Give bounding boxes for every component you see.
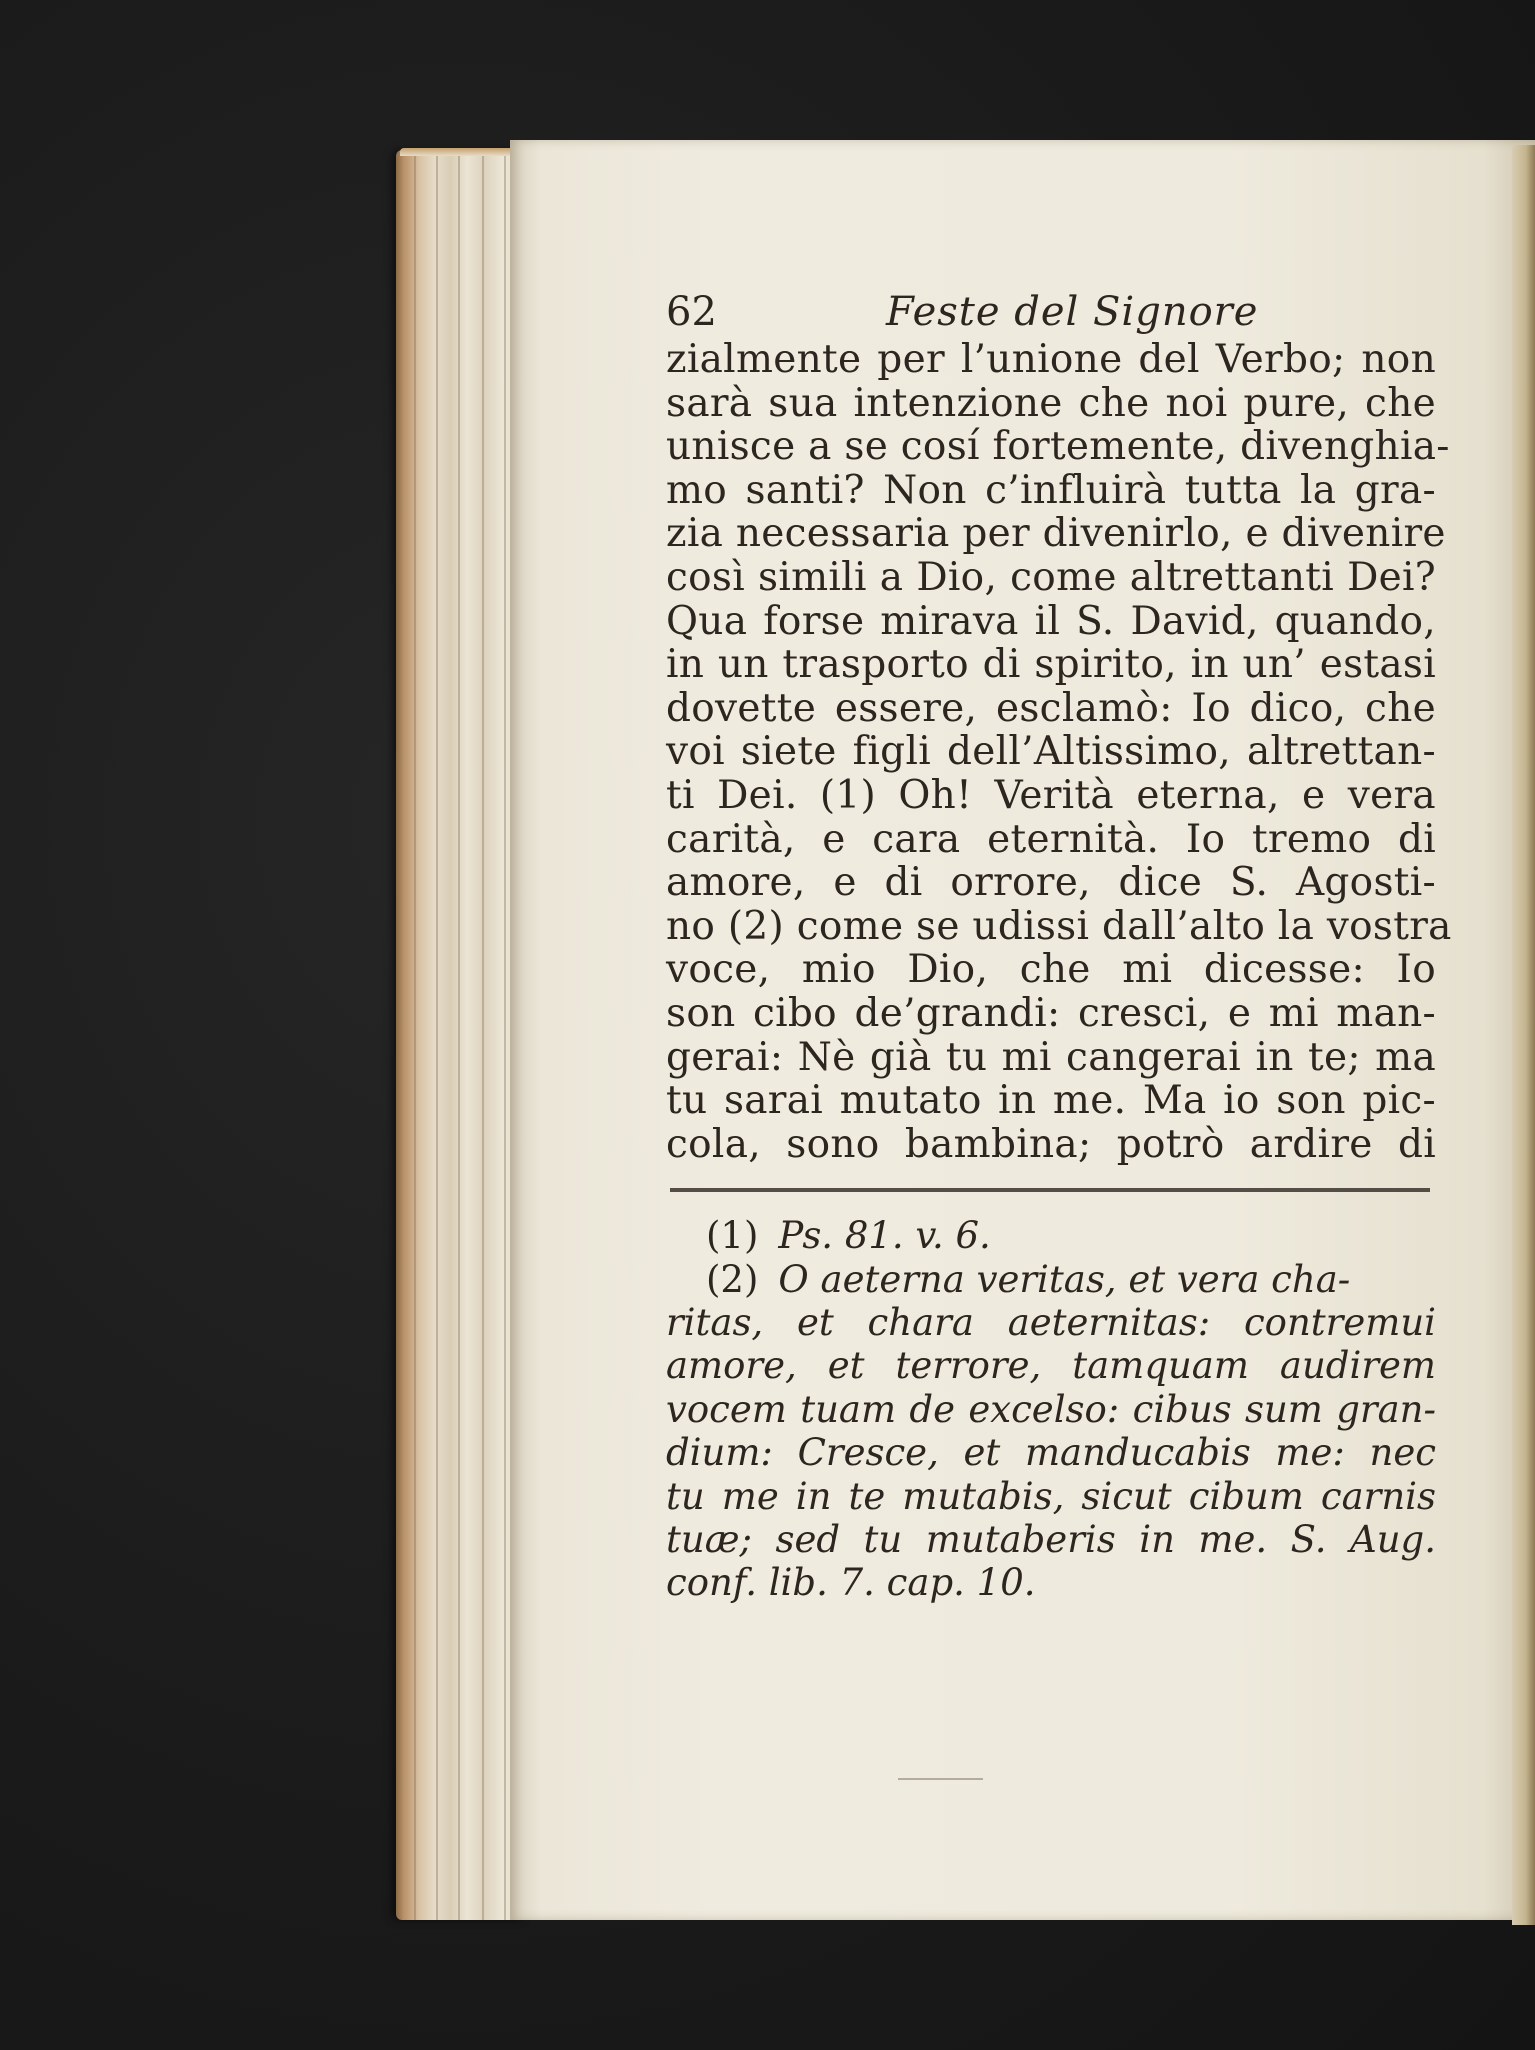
bottom-ornament	[898, 1778, 983, 1780]
footnotes	[666, 1214, 1436, 1605]
page-edge-line	[504, 150, 506, 1920]
body-line: voce, mio Dio, che mi dicesse: Io	[666, 947, 1436, 993]
footnote-line: tu me in te mutabis, sicut cibum carnis	[666, 1474, 1436, 1518]
body-line: ti Dei. (1) Oh! Verità eterna, e vera	[666, 772, 1436, 818]
body-line: mo santi? Non c’influirà tutta la gra-	[666, 467, 1436, 513]
footnote-line: vocem tuam de excelso: cibus sum gran-	[666, 1387, 1436, 1431]
body-line: in un trasporto di spirito, in un’ estasi	[666, 642, 1436, 688]
body-line: zia necessaria per divenirlo, e divenire	[666, 511, 1446, 557]
page-edge-line	[436, 150, 438, 1920]
body-line: cola, sono bambina; potrò ardire di	[666, 1121, 1436, 1167]
footnote-1	[666, 1214, 1436, 1257]
body-line: amore, e di orrore, dice S. Agosti-	[666, 860, 1436, 906]
body-line: tu sarai mutato in me. Ma io son pic-	[666, 1078, 1436, 1124]
body-line: dovette essere, esclamò: Io dico, che	[666, 685, 1436, 731]
footnote-1-number: (1)	[706, 1214, 759, 1258]
body-line: voi siete figli dell’Altissimo, altrettan-	[666, 729, 1436, 775]
footnote-2-number: (2)	[706, 1257, 759, 1301]
footnote-line: ritas, et chara aeternitas: contremui	[666, 1301, 1436, 1345]
body-line: carità, e cara eternità. Io tremo di	[666, 816, 1436, 862]
page-edge-line	[458, 150, 460, 1920]
body-text	[666, 337, 1452, 1167]
body-line: così simili a Dio, come altrettanti Dei?	[666, 554, 1436, 600]
footnote-line: dium: Cresce, et manducabis me: nec	[666, 1431, 1436, 1475]
page-fore-edge	[1512, 145, 1535, 1925]
body-line: gerai: Nè già tu mi cangerai in te; ma	[666, 1034, 1436, 1080]
running-head	[666, 286, 1436, 338]
footnote-line: tuæ; sed tu mutaberis in me. S. Aug.	[666, 1518, 1436, 1562]
footnote-2	[666, 1258, 1436, 1301]
book-page-edges	[396, 150, 526, 1920]
footnote-line: conf. lib. 7. cap. 10.	[666, 1561, 1036, 1605]
page-edge-line	[414, 150, 416, 1920]
page-edge-line	[482, 150, 484, 1920]
footnote-rule	[670, 1188, 1430, 1192]
running-title: Feste del Signore	[886, 289, 1259, 335]
page-number: 62	[666, 289, 717, 335]
footnote-1-text: Ps. 81. v. 6.	[778, 1214, 991, 1258]
body-line: son cibo de’grandi: cresci, e mi man-	[666, 990, 1436, 1036]
page-text-block	[666, 286, 1452, 1605]
body-line: no (2) come se udissi dall’alto la vostra	[666, 903, 1452, 949]
body-line: sarà sua intenzione che noi pure, che	[666, 380, 1436, 426]
footnote-2-text: O aeterna veritas, et vera cha-	[778, 1257, 1351, 1301]
body-line: zialmente per l’unione del Verbo; non	[666, 337, 1436, 382]
body-line: Qua forse mirava il S. David, quando,	[666, 598, 1436, 644]
body-line: unisce a se cosí fortemente, divenghia-	[666, 424, 1450, 470]
footnote-line: amore, et terrore, tamquam audirem	[666, 1344, 1436, 1388]
